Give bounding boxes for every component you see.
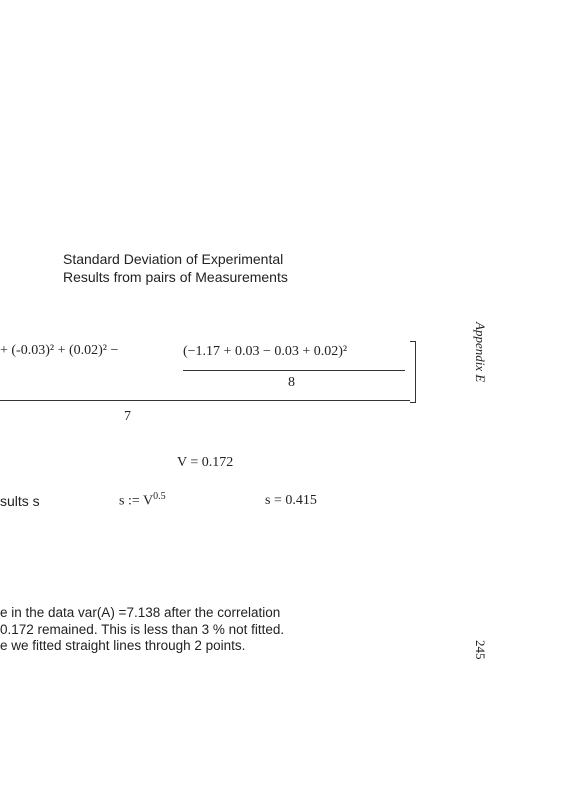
s-definition: [119, 491, 166, 510]
main-fraction-bar: [0, 400, 410, 401]
formula-denominator: 7: [124, 409, 131, 424]
right-bracket: [410, 341, 416, 403]
title-line-2: Results from pairs of Measurements: [63, 269, 288, 285]
formula-inner-numerator: (−1.17 + 0.03 − 0.03 + 0.02)²: [183, 344, 348, 359]
paragraph-line-1: e in the data var(A) =7.138 after the correlation: [0, 605, 281, 620]
page-number: 245: [473, 640, 488, 660]
formula-numerator-left: + (-0.03)² + (0.02)² −: [0, 343, 119, 358]
paragraph-line-3: e we fitted straight lines through 2 points.: [0, 638, 246, 653]
s-value: s = 0.415: [265, 493, 317, 508]
appendix-margin-label: Appendix E: [473, 322, 488, 383]
explanation-paragraph: [0, 605, 284, 655]
s-label: sults s: [0, 493, 40, 509]
s-definition-base: s := V: [119, 493, 154, 509]
title-line-1: Standard Deviation of Experimental: [63, 251, 284, 267]
paragraph-line-2: 0.172 remained. This is less than 3 % not fitted.: [0, 621, 285, 637]
inner-fraction-bar: [183, 370, 405, 371]
variance-result: V = 0.172: [177, 455, 234, 470]
formula-inner-denominator: 8: [288, 375, 295, 390]
s-definition-exponent: 0.5: [153, 491, 166, 502]
section-title: [63, 250, 288, 286]
